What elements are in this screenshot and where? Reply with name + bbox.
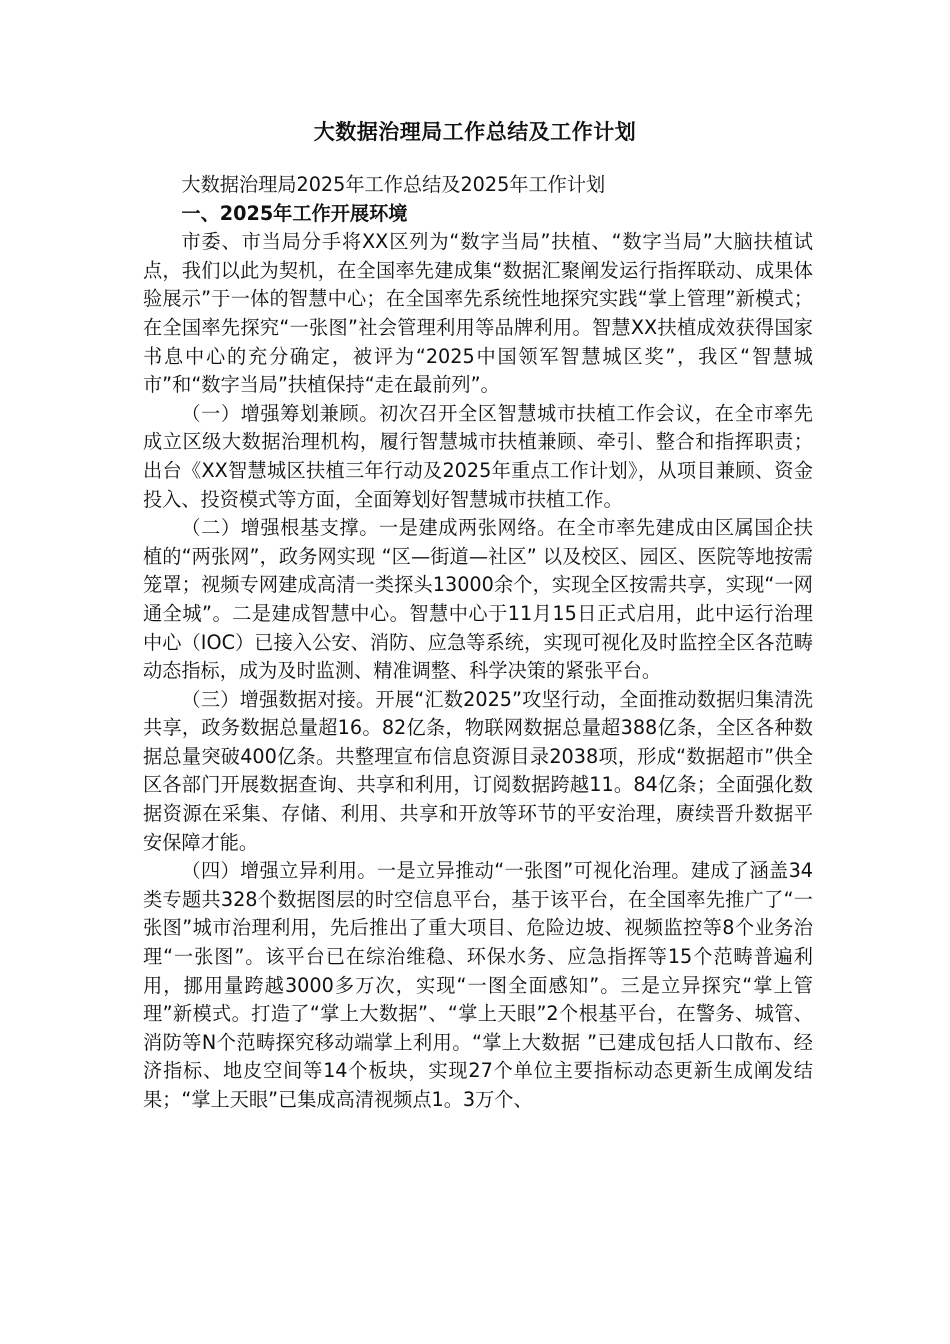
document-body: [143, 171, 813, 1115]
body-paragraph: （二）增强根基支撑。一是建成两张网络。在全市率先建成由区属国企扶植的“两张网”，政务网实现 “区—街道—社区” 以及校区、园区、医院等地按需笼罩；视频专网建成高清一类探头13000余个，实现全区按需共享，实现“一网通全城”。二是建成智慧中心。智慧中心于11月15日正式启用，此中运行治理中心（IOC）已接入公安、消防、应急等系统，实现可视化及时监控全区各范畴动态指标，成为及时监测、精准调整、科学决策的紧张平台。: [143, 516, 813, 683]
document-title: 大数据治理局工作总结及工作计划: [313, 120, 637, 144]
body-paragraph: （一）增强筹划兼顾。初次召开全区智慧城市扶植工作会议，在全市率先成立区级大数据治理机构，履行智慧城市扶植兼顾、牵引、整合和指挥职责；出台《XX智慧城区扶植三年行动及2025年重点工作计划》，从项目兼顾、资金投入、投资模式等方面，全面筹划好智慧城市扶植工作。: [143, 401, 813, 511]
body-paragraph: 市委、市当局分手将XX区列为“数字当局”扶植、“数字当局”大脑扶植试点，我们以此为契机，在全国率先建成集“数据汇聚阐发运行指挥联动、成果体验展示”于一体的智慧中心；在全国率先系统性地探究实践“掌上管理”新模式；在全国率先探究“一张图”社会管理利用等品牌利用。智慧XX扶植成效获得国家书息中心的充分确定，被评为“2025中国领军智慧城区奖”，我区“智慧城市”和“数字当局”扶植保持“走在最前列”。: [143, 230, 813, 397]
body-paragraph: （四）增强立异利用。一是立异推动“一张图”可视化治理。建成了涵盖34类专题共328个数据图层的时空信息平台，基于该平台，在全国率先推广了“一张图”城市治理利用，先后推出了重大项目、危险边坡、视频监控等8个业务治理“一张图”。该平台已在综治维稳、环保水务、应急指挥等15个范畴普遍利用，挪用量跨越3000多万次，实现“一图全面感知”。三是立异探究“掌上管理”新模式。打造了“掌上大数据”、“掌上天眼”2个根基平台，在警务、城管、消防等N个范畴探究移动端掌上利用。“掌上大数据 ”已建成包括人口散布、经济指标、地皮空间等14个板块，实现27个单位主要指标动态更新生成阐发结果；“掌上天眼”已集成高清视频点1。3万个、: [143, 859, 813, 1111]
section-heading: 一、2025年工作开展环境: [181, 201, 408, 225]
document-subtitle: 大数据治理局2025年工作总结及2025年工作计划: [181, 173, 606, 196]
body-paragraph: （三）增强数据对接。开展“汇数2025”攻坚行动，全面推动数据归集清洗共享，政务数据总量超16。82亿条，物联网数据总量超388亿条，全区各种数据总量突破400亿条。共整理宣布信息资源目录2038项，形成“数据超市”供全区各部门开展数据查询、共享和利用，订阅数据跨越11。84亿条；全面强化数据资源在采集、存储、利用、共享和开放等环节的平安治理，赓续晋升数据平安保障才能。: [143, 687, 813, 854]
